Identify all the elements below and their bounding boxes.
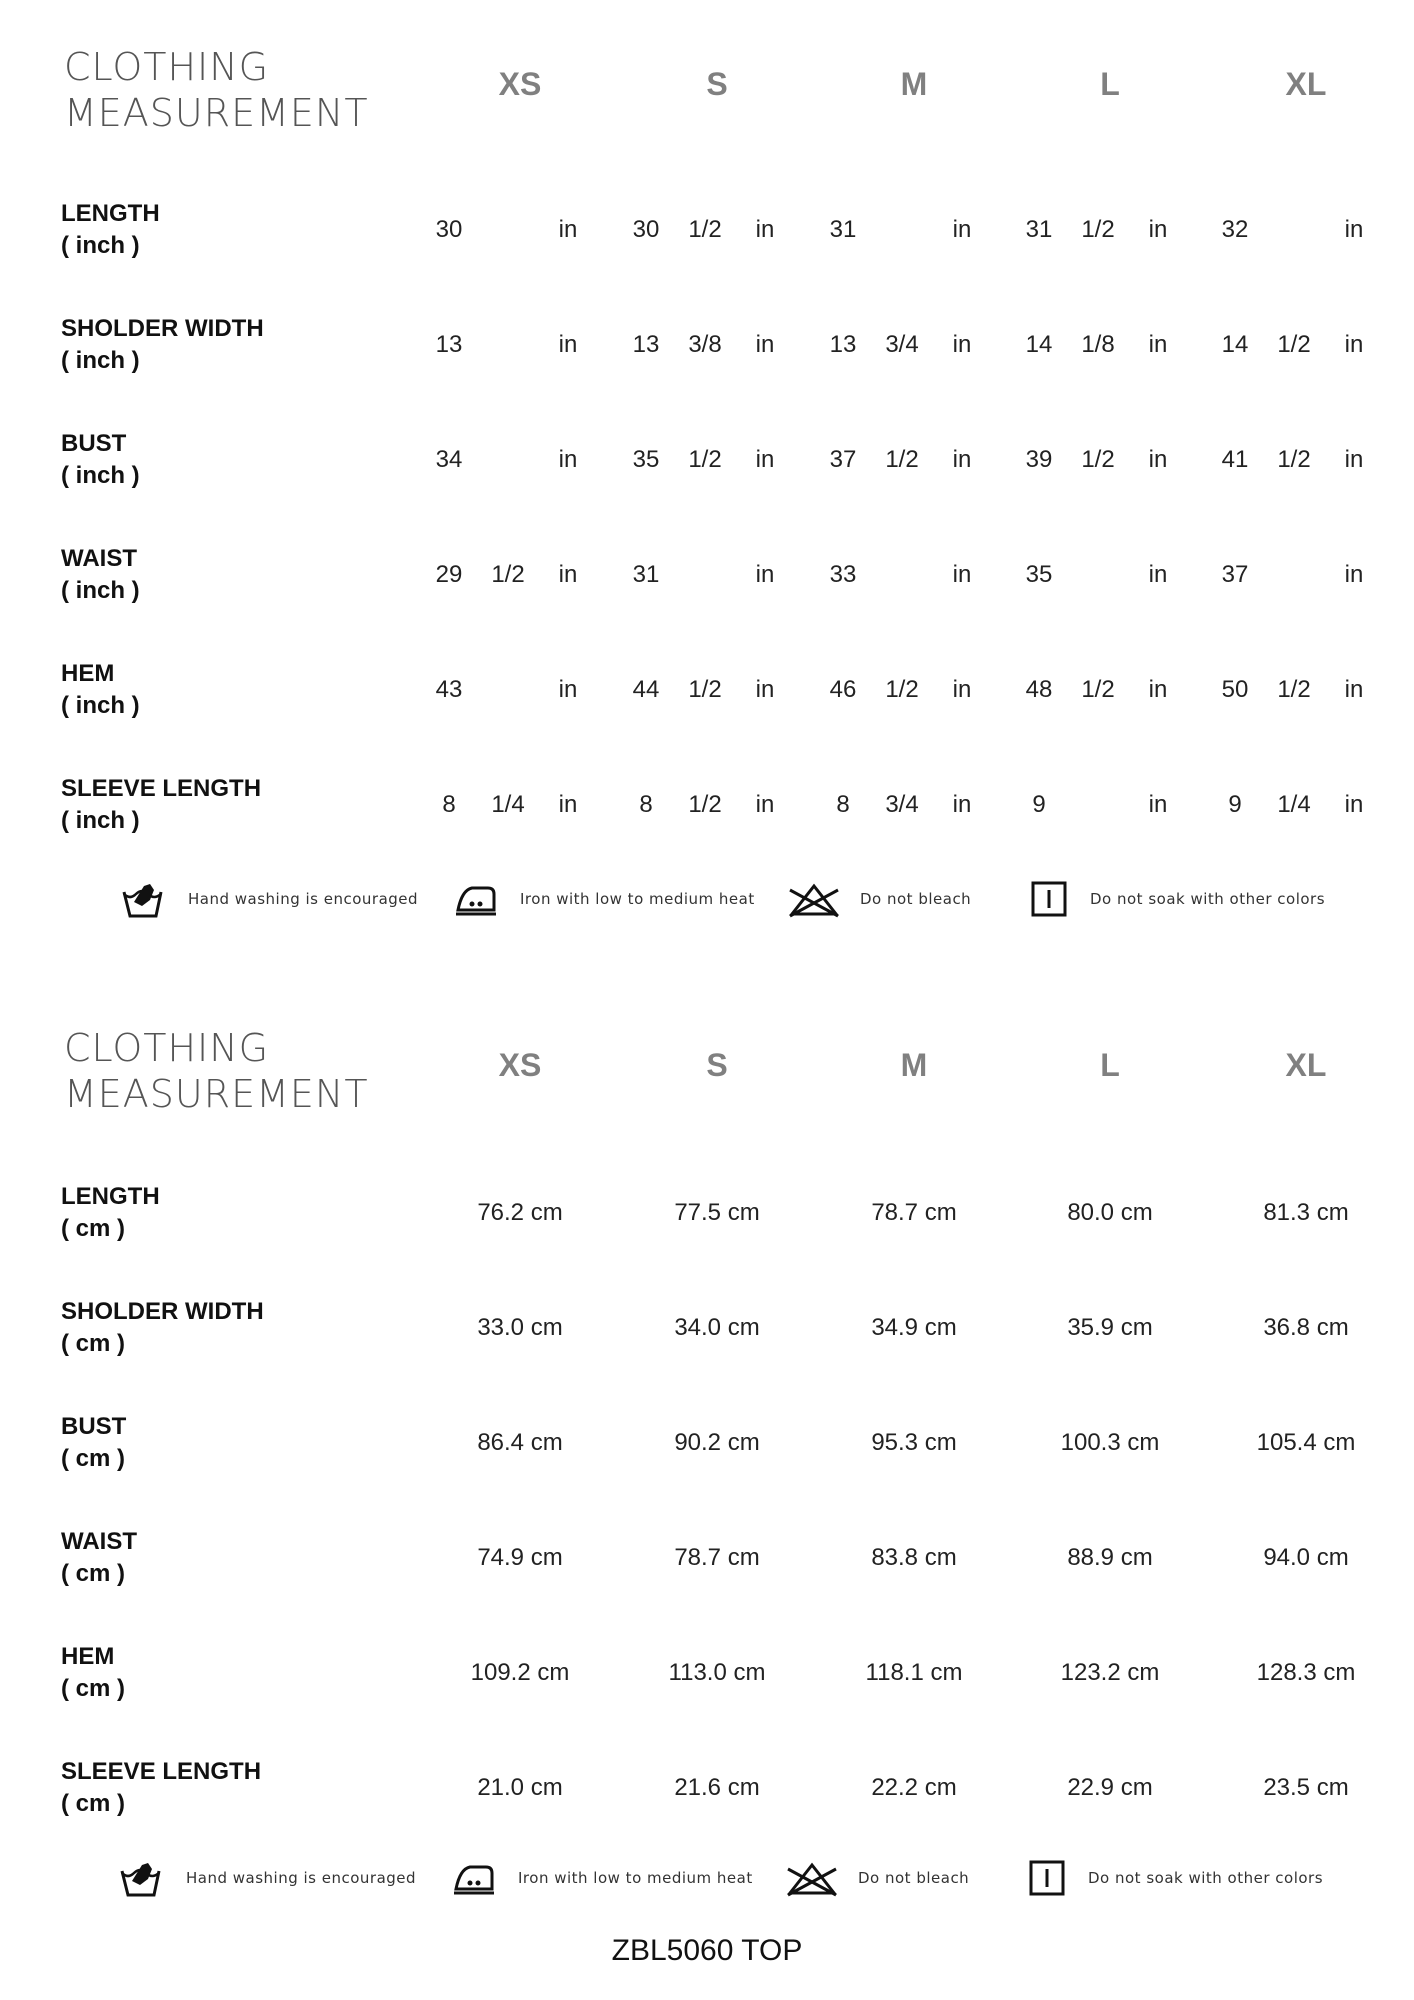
value-cell-xs — [422, 329, 618, 361]
care-instructions — [0, 1855, 1414, 1905]
value-cell-l — [1012, 329, 1208, 361]
section-title — [64, 44, 369, 136]
value-cell-s: 77.5 cm — [674, 1199, 760, 1226]
title-line-1: CLOTHING — [64, 1026, 270, 1070]
value-cell-xl — [1208, 559, 1404, 591]
measurement-row-waist — [0, 1526, 1414, 1596]
value-whole: 37 — [829, 446, 857, 473]
row-label-unit: ( inch ) — [61, 692, 140, 719]
value-cell-m — [816, 329, 1012, 361]
value-frac: 1/2 — [688, 676, 722, 703]
value-cell-m — [816, 559, 1012, 591]
value-unit: in — [558, 561, 578, 588]
row-label-name: BUST — [61, 1413, 127, 1440]
value-cell-m: 118.1 cm — [865, 1659, 963, 1686]
value-cell-xs: 86.4 cm — [477, 1429, 563, 1456]
value-cell-l — [1012, 789, 1208, 821]
value-whole: 8 — [639, 791, 653, 818]
care-text-hand-wash: Hand washing is encouraged — [186, 1869, 417, 1887]
measurement-row-bust — [0, 428, 1414, 498]
value-cell-m: 95.3 cm — [871, 1429, 957, 1456]
title-line-1: CLOTHING — [64, 45, 270, 89]
value-whole: 13 — [435, 331, 463, 358]
value-unit: in — [755, 676, 775, 703]
row-label-name: HEM — [61, 660, 115, 687]
product-name: ZBL5060 TOP — [611, 1934, 803, 1967]
value-unit: in — [558, 446, 578, 473]
value-unit: in — [1148, 561, 1168, 588]
care-text-iron: Iron with low to medium heat — [518, 1869, 753, 1887]
measurement-row-hem — [0, 658, 1414, 728]
row-label — [61, 658, 140, 722]
value-cell-s — [619, 214, 815, 246]
row-label-name: LENGTH — [61, 1183, 160, 1210]
measurement-row-waist — [0, 543, 1414, 613]
value-cell-xl: 128.3 cm — [1256, 1659, 1356, 1686]
value-whole: 34 — [435, 446, 463, 473]
value-whole: 37 — [1221, 561, 1249, 588]
value-cell-l: 80.0 cm — [1067, 1199, 1153, 1226]
value-frac: 1/8 — [1081, 331, 1115, 358]
row-label-unit: ( cm ) — [61, 1445, 126, 1472]
value-cell-l: 88.9 cm — [1067, 1544, 1153, 1571]
value-cell-xl: 36.8 cm — [1263, 1314, 1349, 1341]
value-unit: in — [1148, 446, 1168, 473]
measurement-row-bust — [0, 1411, 1414, 1481]
value-cell-xs: 76.2 cm — [477, 1199, 563, 1226]
value-cell-xs — [422, 444, 618, 476]
value-cell-m: 22.2 cm — [871, 1774, 957, 1801]
value-whole: 29 — [435, 561, 463, 588]
value-unit: in — [1344, 561, 1364, 588]
row-label-unit: ( inch ) — [61, 807, 140, 834]
value-unit: in — [755, 791, 775, 818]
measurement-row-length — [0, 1181, 1414, 1251]
row-label-unit: ( cm ) — [61, 1215, 126, 1242]
row-label-name: SLEEVE LENGTH — [61, 1758, 262, 1785]
measurement-row-sleeve-length — [0, 1756, 1414, 1826]
value-frac: 1/2 — [491, 561, 525, 588]
value-cell-s — [619, 674, 815, 706]
size-header-l: L — [1100, 1047, 1120, 1083]
care-text-no-bleach: Do not bleach — [860, 890, 972, 908]
value-cell-xs — [422, 789, 618, 821]
value-frac: 3/4 — [885, 791, 919, 818]
value-unit: in — [558, 216, 578, 243]
no-bleach-icon — [786, 1859, 838, 1899]
row-label-unit: ( cm ) — [61, 1330, 126, 1357]
row-label-unit: ( inch ) — [61, 577, 140, 604]
value-cell-xs — [422, 674, 618, 706]
iron-icon — [452, 880, 500, 920]
value-cell-s — [619, 444, 815, 476]
row-label — [61, 1756, 261, 1820]
no-soak-icon — [1028, 1859, 1068, 1899]
row-label-unit: ( inch ) — [61, 232, 140, 259]
row-label — [61, 773, 261, 837]
value-cell-xl: 81.3 cm — [1263, 1199, 1349, 1226]
value-unit: in — [1148, 676, 1168, 703]
row-label-name: SHOLDER WIDTH — [61, 315, 264, 342]
row-label-unit: ( cm ) — [61, 1560, 126, 1587]
row-label-unit: ( cm ) — [61, 1790, 126, 1817]
value-unit: in — [952, 446, 972, 473]
value-whole: 39 — [1025, 446, 1053, 473]
value-cell-s: 21.6 cm — [674, 1774, 760, 1801]
value-cell-s — [619, 329, 815, 361]
care-text-no-soak: Do not soak with other colors — [1090, 890, 1326, 908]
row-label-name: HEM — [61, 1643, 115, 1670]
value-cell-xs — [422, 559, 618, 591]
value-frac: 1/2 — [688, 791, 722, 818]
row-label — [61, 313, 264, 377]
row-label-name: WAIST — [61, 545, 137, 572]
value-cell-s — [619, 789, 815, 821]
value-frac: 1/2 — [1277, 676, 1311, 703]
row-label — [61, 1641, 125, 1705]
value-frac: 1/2 — [688, 446, 722, 473]
value-whole: 35 — [632, 446, 660, 473]
value-whole: 32 — [1221, 216, 1249, 243]
iron-icon — [450, 1859, 498, 1899]
measurement-row-hem — [0, 1641, 1414, 1711]
measurement-row-sholder-width — [0, 1296, 1414, 1366]
measurement-row-length — [0, 198, 1414, 268]
value-whole: 9 — [1032, 791, 1046, 818]
value-cell-l: 22.9 cm — [1067, 1774, 1153, 1801]
value-whole: 50 — [1221, 676, 1249, 703]
value-cell-l: 123.2 cm — [1060, 1659, 1160, 1686]
row-label-unit: ( inch ) — [61, 347, 140, 374]
value-frac: 1/2 — [1081, 446, 1115, 473]
size-header-xl: XL — [1285, 1047, 1327, 1083]
value-whole: 31 — [829, 216, 857, 243]
row-label-unit: ( inch ) — [61, 462, 140, 489]
value-frac: 1/2 — [688, 216, 722, 243]
value-unit: in — [1344, 791, 1364, 818]
row-label-name: LENGTH — [61, 200, 160, 227]
size-header-xs: XS — [498, 1047, 542, 1083]
value-cell-s: 34.0 cm — [674, 1314, 760, 1341]
no-bleach-icon — [788, 880, 840, 920]
size-header-s: S — [706, 1047, 728, 1083]
care-text-iron: Iron with low to medium heat — [520, 890, 755, 908]
size-header-m: M — [900, 1047, 928, 1083]
value-whole: 13 — [632, 331, 660, 358]
section-title — [64, 1025, 369, 1117]
row-label-unit: ( cm ) — [61, 1675, 126, 1702]
size-header-l: L — [1100, 66, 1120, 102]
value-cell-l — [1012, 559, 1208, 591]
row-label — [61, 428, 140, 492]
value-unit: in — [755, 331, 775, 358]
value-unit: in — [755, 446, 775, 473]
care-text-hand-wash: Hand washing is encouraged — [188, 890, 419, 908]
value-frac: 1/2 — [885, 446, 919, 473]
value-whole: 43 — [435, 676, 463, 703]
value-cell-xl: 105.4 cm — [1256, 1429, 1356, 1456]
care-instructions — [0, 876, 1414, 926]
value-cell-m — [816, 214, 1012, 246]
value-unit: in — [558, 791, 578, 818]
row-label — [61, 198, 160, 262]
no-soak-icon — [1030, 880, 1070, 920]
value-cell-s: 113.0 cm — [668, 1659, 766, 1686]
value-unit: in — [1148, 791, 1168, 818]
value-frac: 1/2 — [885, 676, 919, 703]
value-whole: 9 — [1228, 791, 1242, 818]
value-cell-m — [816, 789, 1012, 821]
value-cell-m — [816, 444, 1012, 476]
value-cell-m: 78.7 cm — [871, 1199, 957, 1226]
size-header-xl: XL — [1285, 66, 1327, 102]
value-frac: 1/4 — [1277, 791, 1311, 818]
value-frac: 3/4 — [885, 331, 919, 358]
value-unit: in — [1344, 331, 1364, 358]
row-label — [61, 1411, 126, 1475]
value-unit: in — [952, 676, 972, 703]
care-text-no-bleach: Do not bleach — [858, 1869, 970, 1887]
size-header-m: M — [900, 66, 928, 102]
title-line-2: MEASUREMENT — [64, 91, 369, 135]
value-unit: in — [755, 216, 775, 243]
value-cell-xs: 109.2 cm — [470, 1659, 570, 1686]
row-label — [61, 1526, 137, 1590]
value-frac: 1/2 — [1081, 216, 1115, 243]
row-label — [61, 1296, 264, 1360]
value-unit: in — [1344, 676, 1364, 703]
value-cell-l: 35.9 cm — [1067, 1314, 1153, 1341]
value-cell-xl: 94.0 cm — [1263, 1544, 1349, 1571]
value-whole: 48 — [1025, 676, 1053, 703]
value-whole: 44 — [632, 676, 660, 703]
hand-wash-icon — [118, 1859, 162, 1899]
row-label-name: BUST — [61, 430, 127, 457]
value-unit: in — [952, 331, 972, 358]
value-whole: 13 — [829, 331, 857, 358]
row-label — [61, 1181, 160, 1245]
value-cell-xs: 21.0 cm — [477, 1774, 563, 1801]
value-cell-xl — [1208, 789, 1404, 821]
value-cell-xl — [1208, 444, 1404, 476]
value-unit: in — [558, 331, 578, 358]
size-header-s: S — [706, 66, 728, 102]
value-cell-l — [1012, 214, 1208, 246]
value-whole: 14 — [1025, 331, 1053, 358]
value-whole: 35 — [1025, 561, 1053, 588]
value-cell-xl: 23.5 cm — [1263, 1774, 1349, 1801]
value-cell-m — [816, 674, 1012, 706]
value-whole: 30 — [435, 216, 463, 243]
value-unit: in — [1148, 216, 1168, 243]
value-cell-xl — [1208, 674, 1404, 706]
value-cell-xs: 33.0 cm — [477, 1314, 563, 1341]
value-frac: 1/2 — [1081, 676, 1115, 703]
measurement-row-sleeve-length — [0, 773, 1414, 843]
value-whole: 14 — [1221, 331, 1249, 358]
value-frac: 1/2 — [1277, 446, 1311, 473]
value-unit: in — [1344, 216, 1364, 243]
value-cell-m: 34.9 cm — [871, 1314, 957, 1341]
value-cell-s: 90.2 cm — [674, 1429, 760, 1456]
value-whole: 30 — [632, 216, 660, 243]
row-label — [61, 543, 140, 607]
value-cell-l: 100.3 cm — [1060, 1429, 1160, 1456]
hand-wash-icon — [120, 880, 164, 920]
value-unit: in — [952, 216, 972, 243]
value-whole: 41 — [1221, 446, 1249, 473]
value-unit: in — [952, 791, 972, 818]
value-whole: 8 — [442, 791, 456, 818]
value-cell-xl — [1208, 329, 1404, 361]
value-cell-xs — [422, 214, 618, 246]
value-frac: 3/8 — [688, 331, 722, 358]
value-whole: 33 — [829, 561, 857, 588]
value-cell-l — [1012, 444, 1208, 476]
value-cell-s: 78.7 cm — [674, 1544, 760, 1571]
value-whole: 31 — [1025, 216, 1053, 243]
value-whole: 31 — [632, 561, 660, 588]
value-frac: 1/4 — [491, 791, 525, 818]
value-unit: in — [1344, 446, 1364, 473]
value-cell-l — [1012, 674, 1208, 706]
value-unit: in — [558, 676, 578, 703]
value-unit: in — [952, 561, 972, 588]
value-unit: in — [1148, 331, 1168, 358]
value-cell-xs: 74.9 cm — [477, 1544, 563, 1571]
size-header-xs: XS — [498, 66, 542, 102]
title-line-2: MEASUREMENT — [64, 1072, 369, 1116]
value-cell-xl — [1208, 214, 1404, 246]
row-label-name: SHOLDER WIDTH — [61, 1298, 264, 1325]
row-label-name: WAIST — [61, 1528, 137, 1555]
value-whole: 46 — [829, 676, 857, 703]
care-text-no-soak: Do not soak with other colors — [1088, 1869, 1324, 1887]
measurement-row-sholder-width — [0, 313, 1414, 383]
value-cell-s — [619, 559, 815, 591]
value-unit: in — [755, 561, 775, 588]
value-frac: 1/2 — [1277, 331, 1311, 358]
value-cell-m: 83.8 cm — [871, 1544, 957, 1571]
row-label-name: SLEEVE LENGTH — [61, 775, 262, 802]
value-whole: 8 — [836, 791, 850, 818]
